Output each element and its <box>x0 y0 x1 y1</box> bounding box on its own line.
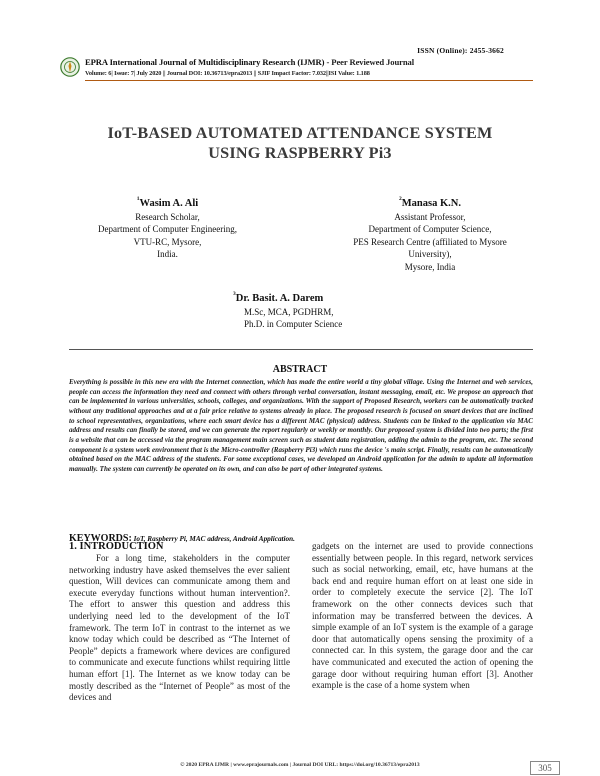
header-divider <box>85 80 533 81</box>
page-number: 305 <box>530 761 560 775</box>
author-2-line: Mysore, India <box>404 261 456 272</box>
paper-title <box>40 123 560 163</box>
author-2-sup: 2 <box>399 196 402 202</box>
keywords-label: KEYWORDS: <box>69 533 132 544</box>
keywords-value: IoT, Raspberry Pi, MAC address, Android Application. <box>133 535 295 543</box>
paper-title-line-2: USING RASPBERRY Pi3 <box>208 144 392 162</box>
author-3-line: M.Sc, MCA, PGDHRM, <box>244 306 334 317</box>
author-2-line: PES Research Centre (affiliated to Mysore <box>353 236 507 247</box>
journal-meta: Volume: 6| Issue: 7| July 2020 || Journal DOI: 10.36713/epra2013 || SJIF Impact Factor: 7.032||ISI Value: 1.188 <box>85 70 370 77</box>
intro-paragraph-left: For a long time, stakeholders in the computer networking industry have asked themselves the ever salient question, Will devices can communicate among them and execute everyday functions without human intervention?. The effort to answer this question and address this underlying need led to the development of the IoT framework. The term IoT in contrast to the internet as we know today which could be described as “The Internet of People” depicts a framework where devices are configured to communicate and execute functions whilst requiring little human effort [1]. The Internet as we know today can be mostly described as the “Internet of People” as most of the devices and <box>69 553 290 703</box>
author-1-line: Research Scholar, <box>135 211 200 222</box>
author-1-name: Wasim A. Ali <box>139 198 199 209</box>
issn-label: ISSN (Online): 2455-3662 <box>417 46 504 55</box>
abstract-divider <box>69 349 533 350</box>
author-1-line: Department of Computer Engineering, <box>98 224 237 234</box>
author-3-name: Dr. Basit. A. Darem <box>235 293 324 304</box>
author-2-line: University), <box>408 249 452 259</box>
author-1-sup: 1 <box>136 196 140 202</box>
epra-logo <box>60 57 80 77</box>
author-1 <box>85 197 250 261</box>
intro-paragraph-right: gadgets on the internet are used to provide connections essentially between people. In this regard, network services such as social networking, email, etc, have humans at the back end and require human effort on at least one side in order to completely execute the service [2]. The IoT framework on the other connects devices such that information may be transferred between the devices. A simple example of an IoT system is the example of a garage door that automatically opens sensing the proximity of a connected car. In this system, the garage door and the car have communicated and executed the action of opening the garage door without requiring human effort [3]. Another example is the case of a home system when <box>312 541 533 691</box>
author-2-line: Department of Computer Science, <box>368 224 492 234</box>
author-2-line: Assistant Professor, <box>394 211 466 222</box>
author-3 <box>233 292 373 331</box>
intro-column-left <box>69 541 290 704</box>
abstract-heading: ABSTRACT <box>272 364 328 375</box>
author-3-sup: 3 <box>233 291 236 297</box>
abstract-text: Everything is possible in this new era with the Internet connection, which has made the entire world a tiny global village. Using the Internet and web services, people can access the information they need and connect with others through verbal conversation, instant messaging, email, etc. We propose an approach that can be implemented in various universities, schools, colleges, and organizations. With the support of Proposed Research, workers can be automatically tracked without any traditional approaches and at a fair price relative to systems already in place. The proposed research is focused on smart devices that are inclined to school representatives, organizations, where each smart device has a different MAC (physical) address. Students can be linked to the application via MAC address and results can finally be stored, and we can generate the report regularly or weekly or monthly. Our proposed system is divided into two parts; the first is a website that can be accessed via the program management main screen such as student data registration, adding the admin to the program, etc. The second component is a system work environment that is the Micro-controller (Raspberry Pi3) which runs the device 's main script. Finally, results can be automatically obtained based on the MAC address of the students. For some exceptional cases, we developed an Android application for the admin to update all information manually. The system can currently be operated on its own, and can also be part of other integrated systems. <box>69 378 533 473</box>
section-heading-introduction: 1. INTRODUCTION <box>69 541 164 552</box>
author-2 <box>325 197 535 273</box>
intro-column-right <box>312 541 533 692</box>
author-1-line: VTU-RC, Mysore, <box>133 236 202 247</box>
author-3-line: Ph.D. in Computer Science <box>244 319 343 329</box>
journal-title <box>85 57 414 67</box>
footer-text: © 2020 EPRA IJMR | www.eprajournals.com | Journal DOI URL: https://doi.org/10.36713/epra2013 <box>180 762 420 768</box>
journal-name: EPRA International Journal of Multidisciplinary Research (IJMR) - <box>85 57 330 67</box>
author-1-line: India. <box>157 249 178 259</box>
author-2-name: Manasa K.N. <box>401 198 461 209</box>
paper-title-line-1: IoT-BASED AUTOMATED ATTENDANCE SYSTEM <box>107 124 493 142</box>
peer-reviewed-label: Peer Reviewed Journal <box>331 57 415 67</box>
